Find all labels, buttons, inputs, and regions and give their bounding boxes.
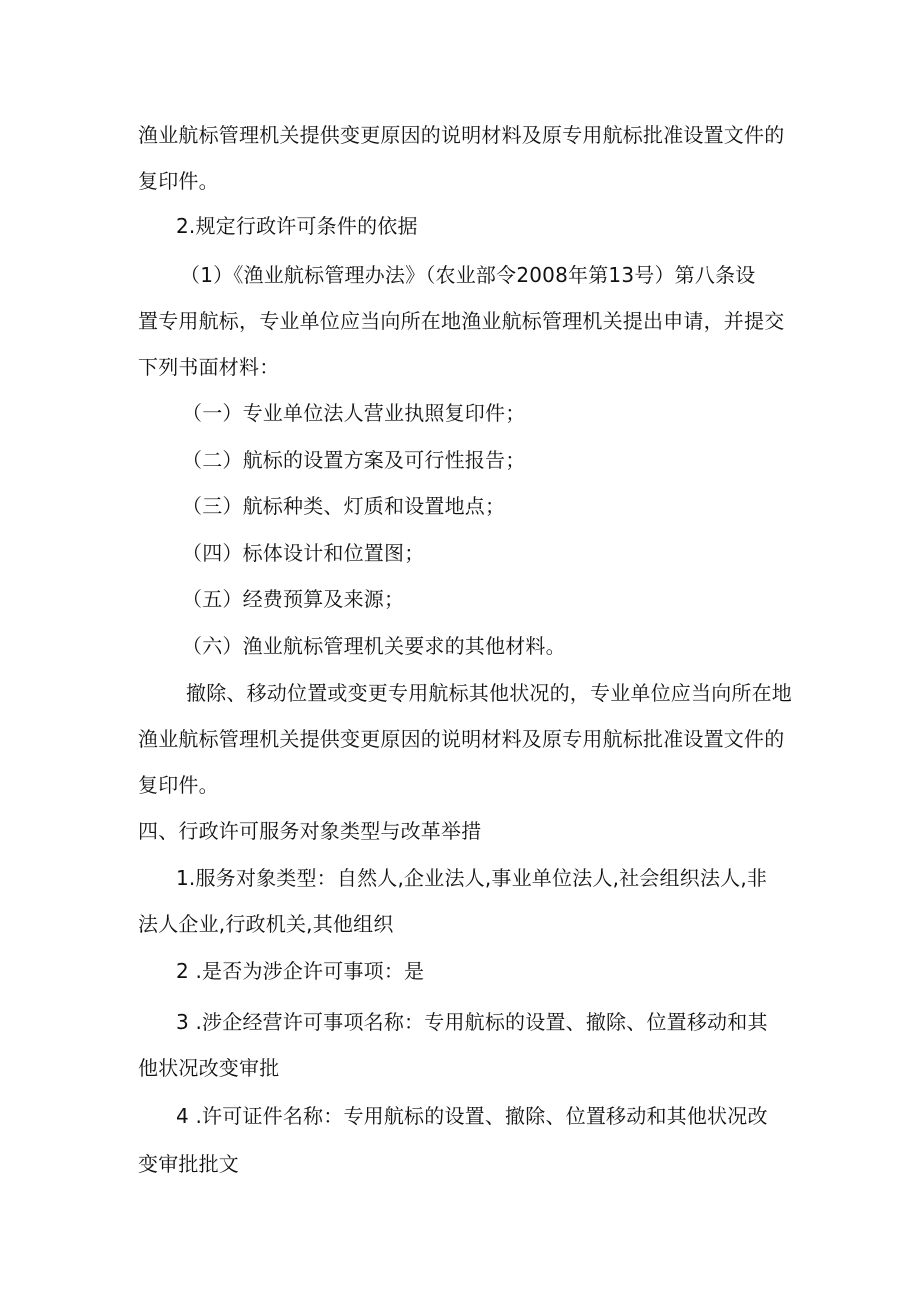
section-heading: 四、行政许可服务对象类型与改革举措 <box>138 819 482 843</box>
text-line: 他状况改变审批 <box>138 1056 280 1080</box>
text-line: 渔业航标管理机关提供变更原因的说明材料及原专用航标批准设置文件的 <box>138 727 785 751</box>
text-line: 置专用航标，专业单位应当向所在地渔业航标管理机关提出申请，并提交 <box>138 309 785 333</box>
section-heading: 2.规定行政许可条件的依据 <box>176 214 418 238</box>
text-line: 下列书面材料： <box>138 355 280 379</box>
text-line: （1）《渔业航标管理办法》（农业部令2008年第13号）第八条设 <box>180 263 756 287</box>
text-line: 3 .涉企经营许可事项名称：专用航标的设置、撤除、位置移动和其 <box>176 1010 768 1034</box>
text-line: 撤除、移动位置或变更专用航标其他状况的，专业单位应当向所在地 <box>186 681 792 705</box>
text-line: 1.服务对象类型：自然人,企业法人,事业单位法人,社会组织法人,非 <box>176 866 768 890</box>
list-item: （一）专业单位法人营业执照复印件； <box>182 401 526 425</box>
text-line: 复印件。 <box>138 773 219 797</box>
list-item: （二）航标的设置方案及可行性报告； <box>182 448 526 472</box>
list-item: （四）标体设计和位置图； <box>182 541 425 565</box>
list-item: （六）渔业航标管理机关要求的其他材料。 <box>182 634 566 658</box>
text-line: 4 .许可证件名称：专用航标的设置、撤除、位置移动和其他状况改 <box>176 1104 768 1128</box>
text-line: 复印件。 <box>138 169 219 193</box>
text-line: 渔业航标管理机关提供变更原因的说明材料及原专用航标批准设置文件的 <box>138 123 785 147</box>
list-item: （三）航标种类、灯质和设置地点； <box>182 494 506 518</box>
text-line: 法人企业,行政机关,其他组织 <box>138 912 394 936</box>
list-item: （五）经费预算及来源； <box>182 587 405 611</box>
text-line: 变审批批文 <box>138 1152 239 1176</box>
text-line: 2 .是否为涉企许可事项：是 <box>176 959 425 983</box>
